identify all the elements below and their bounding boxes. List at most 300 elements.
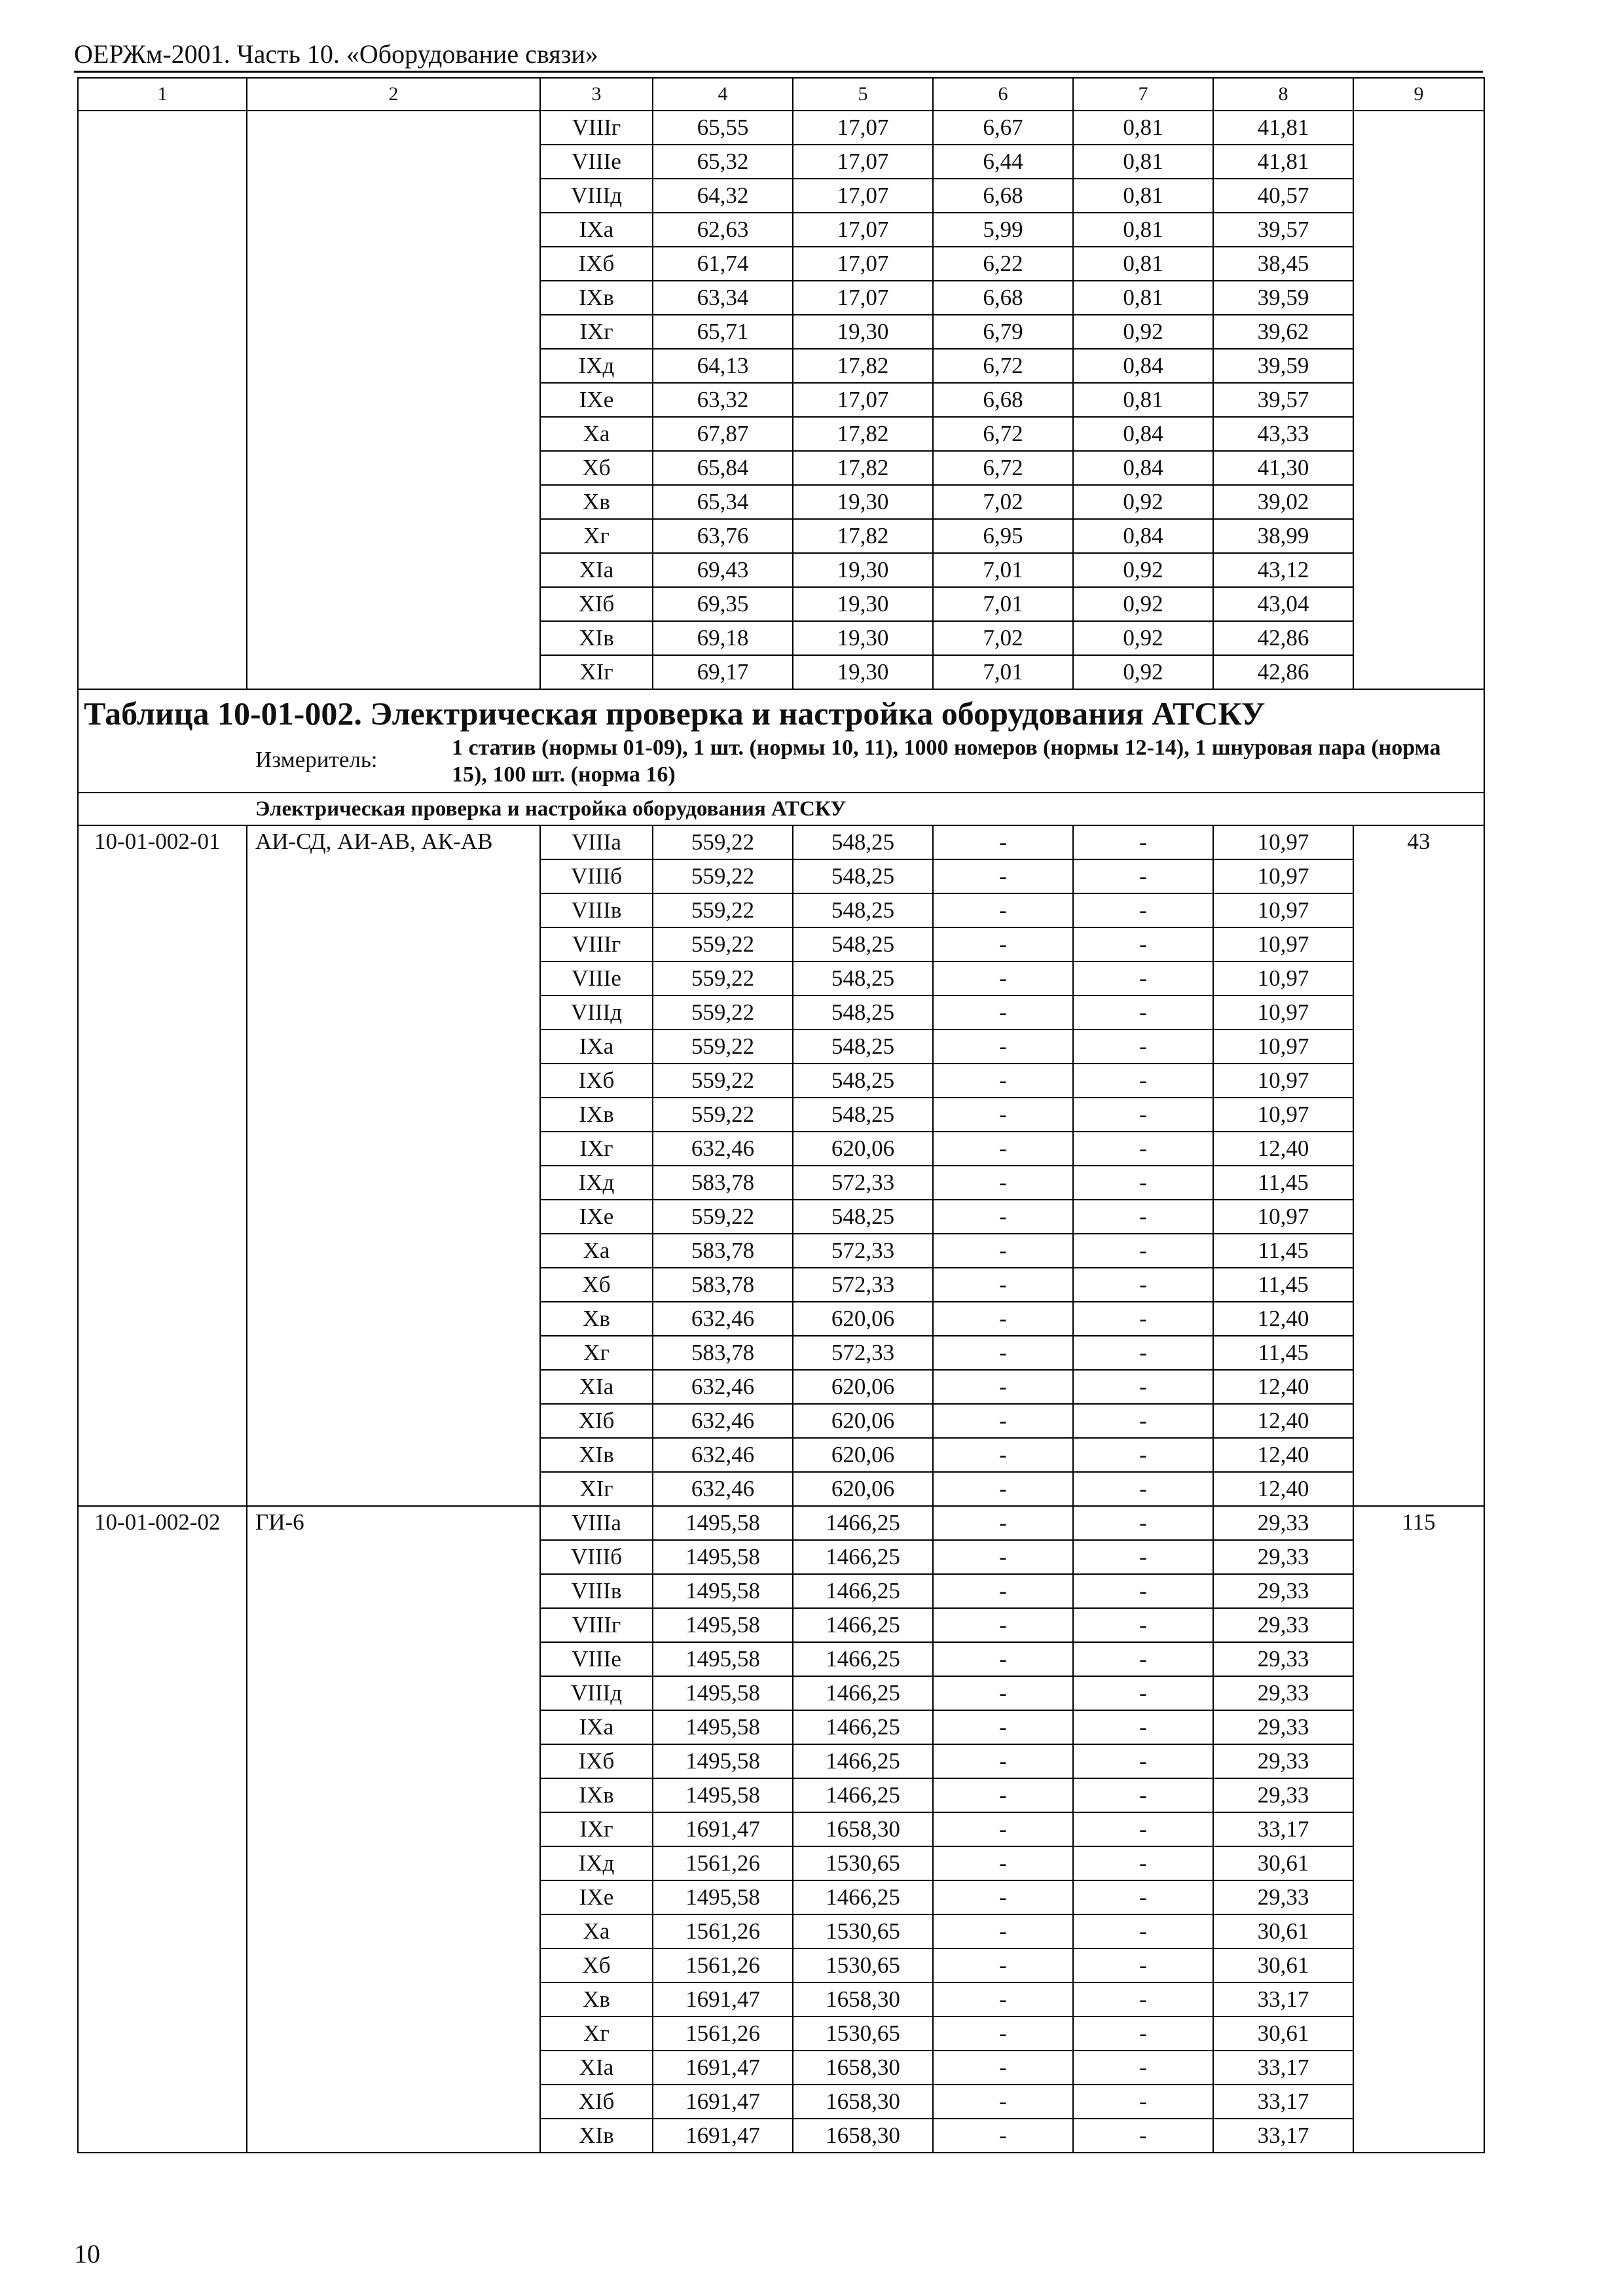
col-8-cell: 29,33 — [1213, 1608, 1353, 1642]
col-8-cell: 29,33 — [1213, 1676, 1353, 1710]
col-3-cell: XIа — [540, 2051, 653, 2085]
col-5-cell: 1466,25 — [793, 1608, 933, 1642]
col-8-cell: 11,45 — [1213, 1268, 1353, 1302]
col-5-cell: 1658,30 — [793, 1812, 933, 1846]
col-8-cell: 43,04 — [1213, 587, 1353, 621]
col-5-cell: 1530,65 — [793, 1846, 933, 1880]
col-6-cell: - — [933, 1166, 1073, 1200]
col-3-cell: IXг — [540, 1132, 653, 1166]
col-3-cell: XIг — [540, 1472, 653, 1506]
col-6-cell: 6,22 — [933, 247, 1073, 281]
col-3-cell: XIб — [540, 587, 653, 621]
col-6-cell: - — [933, 2017, 1073, 2051]
col-4-cell: 69,17 — [653, 655, 793, 689]
table-row — [78, 1506, 1484, 1540]
col-5-cell: 548,25 — [793, 961, 933, 996]
col-6-cell: - — [933, 1336, 1073, 1370]
col-7-cell: - — [1073, 1880, 1213, 1914]
col-4-cell: 632,46 — [653, 1132, 793, 1166]
meter-text: 1 статив (нормы 01-09), 1 шт. (нормы 10, 11), 1000 номеров (нормы 12-14), 1 шнуровая пара (норма 15), 100 шт. (норма 16) — [452, 736, 1441, 787]
col-6-cell: - — [933, 2119, 1073, 2153]
col-8-cell: 43,12 — [1213, 553, 1353, 587]
col-3-cell: VIIIг — [540, 1608, 653, 1642]
col-6-cell: - — [933, 1880, 1073, 1914]
col-7-cell: - — [1073, 1676, 1213, 1710]
col-6-cell: 5,99 — [933, 213, 1073, 247]
col-3-cell: XIб — [540, 1404, 653, 1438]
col-7-cell: 0,84 — [1073, 519, 1213, 553]
col-5-cell: 548,25 — [793, 893, 933, 927]
col-4-cell: 1495,58 — [653, 1574, 793, 1608]
col-5-cell: 19,30 — [793, 485, 933, 519]
col-3-cell: VIIIе — [540, 961, 653, 996]
col-8-cell: 42,86 — [1213, 621, 1353, 655]
col-5-cell: 548,25 — [793, 927, 933, 961]
norm-code: 10-01-002-01 — [78, 825, 247, 1506]
col-5-cell: 1466,25 — [793, 1574, 933, 1608]
col-3-cell: VIIIг — [540, 111, 653, 145]
col-3-cell: IXв — [540, 1098, 653, 1132]
col-5-cell: 1466,25 — [793, 1642, 933, 1676]
col-5-cell: 19,30 — [793, 655, 933, 689]
col-4-cell: 632,46 — [653, 1302, 793, 1336]
col-8-cell: 29,33 — [1213, 1880, 1353, 1914]
col-6-cell: - — [933, 1676, 1073, 1710]
column-number-8: 8 — [1213, 78, 1353, 111]
col-6-cell: 7,02 — [933, 621, 1073, 655]
col-7-cell: - — [1073, 1812, 1213, 1846]
col-5-cell: 548,25 — [793, 1200, 933, 1234]
col-4-cell: 69,43 — [653, 553, 793, 587]
col-8-cell: 30,61 — [1213, 1914, 1353, 1948]
col-6-cell: 7,01 — [933, 587, 1073, 621]
col-3-cell: XIа — [540, 553, 653, 587]
col-4-cell: 1561,26 — [653, 1914, 793, 1948]
col-3-cell: VIIIа — [540, 825, 653, 859]
col-7-cell: - — [1073, 1506, 1213, 1540]
col-5-cell: 17,07 — [793, 281, 933, 315]
col-4-cell: 1495,58 — [653, 1676, 793, 1710]
col-6-cell: 6,68 — [933, 383, 1073, 417]
col-7-cell: - — [1073, 1914, 1213, 1948]
col-5-cell: 1530,65 — [793, 1914, 933, 1948]
col-8-cell: 39,59 — [1213, 349, 1353, 383]
equipment-name: ГИ-6 — [247, 1506, 540, 2153]
col-7-cell: - — [1073, 1778, 1213, 1812]
col-5-cell: 620,06 — [793, 1370, 933, 1404]
col-6-cell: - — [933, 1200, 1073, 1234]
col-5-cell: 620,06 — [793, 1404, 933, 1438]
col-6-cell: - — [933, 825, 1073, 859]
col-4-cell: 632,46 — [653, 1404, 793, 1438]
col-8-cell: 39,02 — [1213, 485, 1353, 519]
col-8-cell: 41,81 — [1213, 111, 1353, 145]
col-6-cell: 6,72 — [933, 349, 1073, 383]
col-4-cell: 1495,58 — [653, 1880, 793, 1914]
col-4-cell: 559,22 — [653, 859, 793, 893]
col-5-cell: 1466,25 — [793, 1540, 933, 1574]
col-3-cell: Xб — [540, 1268, 653, 1302]
col-5-cell: 620,06 — [793, 1438, 933, 1472]
col-6-cell: - — [933, 1778, 1073, 1812]
col-7-cell: 0,84 — [1073, 349, 1213, 383]
col-7-cell: - — [1073, 1846, 1213, 1880]
col-3-cell: Xа — [540, 1914, 653, 1948]
col-8-cell: 12,40 — [1213, 1302, 1353, 1336]
col-5-cell: 1466,25 — [793, 1778, 933, 1812]
col-8-cell: 10,97 — [1213, 825, 1353, 859]
col-4-cell: 65,55 — [653, 111, 793, 145]
col-8-cell: 41,30 — [1213, 451, 1353, 485]
col-3-cell: IXе — [540, 1880, 653, 1914]
col-4-cell: 1691,47 — [653, 2119, 793, 2153]
col-5-cell: 19,30 — [793, 553, 933, 587]
col-3-cell: IXа — [540, 1710, 653, 1744]
col-7-cell: - — [1073, 996, 1213, 1030]
col-4-cell: 1691,47 — [653, 1982, 793, 2017]
col-6-cell: - — [933, 1472, 1073, 1506]
col-4-cell: 559,22 — [653, 927, 793, 961]
col-7-cell: 0,81 — [1073, 111, 1213, 145]
col-5-cell: 548,25 — [793, 859, 933, 893]
col-3-cell: IXд — [540, 1846, 653, 1880]
col-3-cell: IXб — [540, 247, 653, 281]
col-5-cell: 17,82 — [793, 519, 933, 553]
col-3-cell: XIг — [540, 655, 653, 689]
col-3-cell: VIIIд — [540, 996, 653, 1030]
col-4-cell: 1691,47 — [653, 2085, 793, 2119]
col-3-cell: IXб — [540, 1064, 653, 1098]
col-8-cell: 10,97 — [1213, 859, 1353, 893]
col-6-cell: - — [933, 1846, 1073, 1880]
col-8-cell: 12,40 — [1213, 1404, 1353, 1438]
col-5-cell: 548,25 — [793, 1030, 933, 1064]
meter-line — [84, 734, 1477, 788]
col-4-cell: 559,22 — [653, 1030, 793, 1064]
col-7-cell: - — [1073, 1302, 1213, 1336]
col-4-cell: 1691,47 — [653, 2051, 793, 2085]
col-8-cell: 29,33 — [1213, 1540, 1353, 1574]
column-number-1: 1 — [78, 78, 247, 111]
col-3-cell: Xв — [540, 1302, 653, 1336]
col-8-cell: 30,61 — [1213, 2017, 1353, 2051]
col-8-cell: 10,97 — [1213, 996, 1353, 1030]
col-8-cell: 38,99 — [1213, 519, 1353, 553]
col-6-cell: 6,72 — [933, 417, 1073, 451]
col-4-cell: 67,87 — [653, 417, 793, 451]
col-5-cell: 19,30 — [793, 621, 933, 655]
col-8-cell: 29,33 — [1213, 1574, 1353, 1608]
col-3-cell: VIIIг — [540, 927, 653, 961]
col-7-cell: - — [1073, 1030, 1213, 1064]
col-7-cell: - — [1073, 1472, 1213, 1506]
col-3-cell: IXа — [540, 213, 653, 247]
col-7-cell: 0,81 — [1073, 281, 1213, 315]
col-5-cell: 1466,25 — [793, 1744, 933, 1778]
col-7-cell: - — [1073, 2085, 1213, 2119]
col-3-cell: VIIIд — [540, 1676, 653, 1710]
col-8-cell: 12,40 — [1213, 1438, 1353, 1472]
col-4-cell: 1561,26 — [653, 1948, 793, 1982]
page-number: 10 — [74, 2239, 100, 2269]
col-3-cell: Xг — [540, 519, 653, 553]
col-7-cell: - — [1073, 859, 1213, 893]
col-5-cell: 1658,30 — [793, 1982, 933, 2017]
col-7-cell: 0,92 — [1073, 621, 1213, 655]
col-4-cell: 1495,58 — [653, 1744, 793, 1778]
col-4-cell: 583,78 — [653, 1336, 793, 1370]
col-5-cell: 1466,25 — [793, 1710, 933, 1744]
col-5-cell: 17,07 — [793, 383, 933, 417]
col-6-cell: 6,67 — [933, 111, 1073, 145]
col-5-cell: 1466,25 — [793, 1506, 933, 1540]
col-6-cell: - — [933, 1506, 1073, 1540]
col-6-cell: - — [933, 893, 1073, 927]
section-title: Электрическая проверка и настройка оборудования АТСКУ — [78, 793, 1484, 825]
col-6-cell: 6,68 — [933, 281, 1073, 315]
col-7-cell: - — [1073, 1710, 1213, 1744]
col-8-cell: 33,17 — [1213, 2051, 1353, 2085]
col-7-cell: - — [1073, 1098, 1213, 1132]
col9-value: 115 — [1353, 1506, 1484, 2153]
col-6-cell: - — [933, 1098, 1073, 1132]
col-8-cell: 11,45 — [1213, 1234, 1353, 1268]
col-8-cell: 39,59 — [1213, 281, 1353, 315]
col-6-cell: - — [933, 1608, 1073, 1642]
col-7-cell: - — [1073, 1132, 1213, 1166]
continuation-col9-cell — [1353, 111, 1484, 689]
col-5-cell: 1530,65 — [793, 1948, 933, 1982]
col-5-cell: 572,33 — [793, 1336, 933, 1370]
col-7-cell: 0,92 — [1073, 315, 1213, 349]
col-4-cell: 1561,26 — [653, 2017, 793, 2051]
col-5-cell: 1658,30 — [793, 2119, 933, 2153]
col-3-cell: IXв — [540, 281, 653, 315]
col-5-cell: 572,33 — [793, 1166, 933, 1200]
column-number-3: 3 — [540, 78, 653, 111]
col-7-cell: 0,81 — [1073, 247, 1213, 281]
column-number-2: 2 — [247, 78, 540, 111]
col-7-cell: - — [1073, 927, 1213, 961]
col-5-cell: 548,25 — [793, 1064, 933, 1098]
col-8-cell: 29,33 — [1213, 1506, 1353, 1540]
col-7-cell: - — [1073, 1370, 1213, 1404]
col-6-cell: - — [933, 1438, 1073, 1472]
col-3-cell: VIIIе — [540, 145, 653, 179]
col-8-cell: 10,97 — [1213, 1098, 1353, 1132]
col-8-cell: 42,86 — [1213, 655, 1353, 689]
col-7-cell: - — [1073, 1540, 1213, 1574]
col-4-cell: 632,46 — [653, 1472, 793, 1506]
col-8-cell: 38,45 — [1213, 247, 1353, 281]
col-4-cell: 69,35 — [653, 587, 793, 621]
col-3-cell: IXе — [540, 1200, 653, 1234]
col-3-cell: VIIIе — [540, 1642, 653, 1676]
col-6-cell: 6,72 — [933, 451, 1073, 485]
col-6-cell: - — [933, 1030, 1073, 1064]
col-7-cell: 0,92 — [1073, 485, 1213, 519]
column-number-5: 5 — [793, 78, 933, 111]
col-4-cell: 1495,58 — [653, 1778, 793, 1812]
col-4-cell: 632,46 — [653, 1370, 793, 1404]
section-row — [78, 793, 1484, 825]
col-5-cell: 19,30 — [793, 315, 933, 349]
column-number-7: 7 — [1073, 78, 1213, 111]
col-6-cell: - — [933, 927, 1073, 961]
col-7-cell: - — [1073, 1064, 1213, 1098]
col-4-cell: 64,32 — [653, 179, 793, 213]
col-5-cell: 1466,25 — [793, 1676, 933, 1710]
col-8-cell: 33,17 — [1213, 2119, 1353, 2153]
col-6-cell: - — [933, 1132, 1073, 1166]
col-8-cell: 40,57 — [1213, 179, 1353, 213]
col-3-cell: XIв — [540, 621, 653, 655]
col-6-cell: - — [933, 2051, 1073, 2085]
continuation-name-cell — [247, 111, 540, 689]
col-4-cell: 63,32 — [653, 383, 793, 417]
col-5-cell: 17,82 — [793, 349, 933, 383]
col-3-cell: IXв — [540, 1778, 653, 1812]
col-4-cell: 559,22 — [653, 1200, 793, 1234]
col-4-cell: 1495,58 — [653, 1506, 793, 1540]
col-6-cell: - — [933, 996, 1073, 1030]
col-7-cell: - — [1073, 893, 1213, 927]
col-6-cell: 6,68 — [933, 179, 1073, 213]
column-number-6: 6 — [933, 78, 1073, 111]
col-7-cell: - — [1073, 1642, 1213, 1676]
norms-table — [77, 77, 1485, 2153]
header-rule — [74, 71, 1483, 73]
col-4-cell: 63,34 — [653, 281, 793, 315]
col-7-cell: - — [1073, 2051, 1213, 2085]
page-header: ОЕРЖм-2001. Часть 10. «Оборудование связи» — [74, 39, 598, 69]
col-7-cell: - — [1073, 1574, 1213, 1608]
col-3-cell: IXг — [540, 1812, 653, 1846]
col-8-cell: 29,33 — [1213, 1710, 1353, 1744]
col-6-cell: - — [933, 859, 1073, 893]
col-6-cell: 7,01 — [933, 553, 1073, 587]
col-3-cell: Xв — [540, 485, 653, 519]
col-3-cell: Xг — [540, 1336, 653, 1370]
col-3-cell: IXб — [540, 1744, 653, 1778]
col-3-cell: VIIIв — [540, 893, 653, 927]
column-number-9: 9 — [1353, 78, 1484, 111]
col-6-cell: - — [933, 1982, 1073, 2017]
col-8-cell: 12,40 — [1213, 1370, 1353, 1404]
col-3-cell: Xг — [540, 2017, 653, 2051]
col-3-cell: VIIIв — [540, 1574, 653, 1608]
col-7-cell: - — [1073, 1200, 1213, 1234]
column-number-4: 4 — [653, 78, 793, 111]
col-8-cell: 12,40 — [1213, 1132, 1353, 1166]
col-8-cell: 33,17 — [1213, 1812, 1353, 1846]
col-8-cell: 39,57 — [1213, 213, 1353, 247]
col-6-cell: - — [933, 1914, 1073, 1948]
col-7-cell: 0,84 — [1073, 417, 1213, 451]
col-3-cell: Xб — [540, 451, 653, 485]
col-6-cell: 6,44 — [933, 145, 1073, 179]
col-4-cell: 62,63 — [653, 213, 793, 247]
col-8-cell: 30,61 — [1213, 1846, 1353, 1880]
col-7-cell: - — [1073, 961, 1213, 996]
col-8-cell: 39,57 — [1213, 383, 1353, 417]
col-7-cell: - — [1073, 1608, 1213, 1642]
col-6-cell: - — [933, 1234, 1073, 1268]
col-4-cell: 1495,58 — [653, 1710, 793, 1744]
col-6-cell: - — [933, 1302, 1073, 1336]
col-7-cell: - — [1073, 1404, 1213, 1438]
col-4-cell: 61,74 — [653, 247, 793, 281]
col-8-cell: 33,17 — [1213, 1982, 1353, 2017]
col-7-cell: - — [1073, 1438, 1213, 1472]
col-8-cell: 41,81 — [1213, 145, 1353, 179]
column-numbers-row — [78, 78, 1484, 111]
col-7-cell: 0,92 — [1073, 587, 1213, 621]
col-4-cell: 583,78 — [653, 1166, 793, 1200]
col-3-cell: VIIIа — [540, 1506, 653, 1540]
col-8-cell: 29,33 — [1213, 1778, 1353, 1812]
col-4-cell: 69,18 — [653, 621, 793, 655]
col-3-cell: XIв — [540, 2119, 653, 2153]
col-5-cell: 548,25 — [793, 1098, 933, 1132]
col-3-cell: Xа — [540, 1234, 653, 1268]
col-3-cell: Xб — [540, 1948, 653, 1982]
col-4-cell: 65,71 — [653, 315, 793, 349]
table-title: Таблица 10-01-002. Электрическая проверка и настройка оборудования АТСКУ — [84, 695, 1266, 732]
col-4-cell: 65,32 — [653, 145, 793, 179]
col-6-cell: - — [933, 2085, 1073, 2119]
col-3-cell: VIIIб — [540, 859, 653, 893]
col-4-cell: 64,13 — [653, 349, 793, 383]
col-5-cell: 620,06 — [793, 1132, 933, 1166]
table-heading-row — [78, 689, 1484, 793]
col-7-cell: - — [1073, 2017, 1213, 2051]
col-6-cell: 7,02 — [933, 485, 1073, 519]
col-6-cell: - — [933, 1948, 1073, 1982]
col-5-cell: 620,06 — [793, 1302, 933, 1336]
col-7-cell: 0,81 — [1073, 383, 1213, 417]
col-6-cell: 6,95 — [933, 519, 1073, 553]
col-6-cell: 6,79 — [933, 315, 1073, 349]
col-3-cell: Xа — [540, 417, 653, 451]
col-4-cell: 63,76 — [653, 519, 793, 553]
col-4-cell: 559,22 — [653, 996, 793, 1030]
col-4-cell: 559,22 — [653, 1098, 793, 1132]
col-5-cell: 1658,30 — [793, 2085, 933, 2119]
col-3-cell: IXд — [540, 349, 653, 383]
col-6-cell: - — [933, 961, 1073, 996]
col-8-cell: 10,97 — [1213, 1030, 1353, 1064]
col-7-cell: - — [1073, 1982, 1213, 2017]
col-3-cell: Xв — [540, 1982, 653, 2017]
col-8-cell: 11,45 — [1213, 1336, 1353, 1370]
meter-label: Измеритель: — [255, 747, 378, 772]
col-4-cell: 583,78 — [653, 1234, 793, 1268]
col-4-cell: 65,84 — [653, 451, 793, 485]
col-4-cell: 1561,26 — [653, 1846, 793, 1880]
col-3-cell: VIIIб — [540, 1540, 653, 1574]
table-row — [78, 825, 1484, 859]
col-8-cell: 10,97 — [1213, 927, 1353, 961]
col-8-cell: 30,61 — [1213, 1948, 1353, 1982]
col-7-cell: - — [1073, 1234, 1213, 1268]
col-5-cell: 17,07 — [793, 145, 933, 179]
col-5-cell: 1466,25 — [793, 1880, 933, 1914]
col-6-cell: - — [933, 1404, 1073, 1438]
col-4-cell: 632,46 — [653, 1438, 793, 1472]
col-8-cell: 10,97 — [1213, 961, 1353, 996]
col-3-cell: XIа — [540, 1370, 653, 1404]
